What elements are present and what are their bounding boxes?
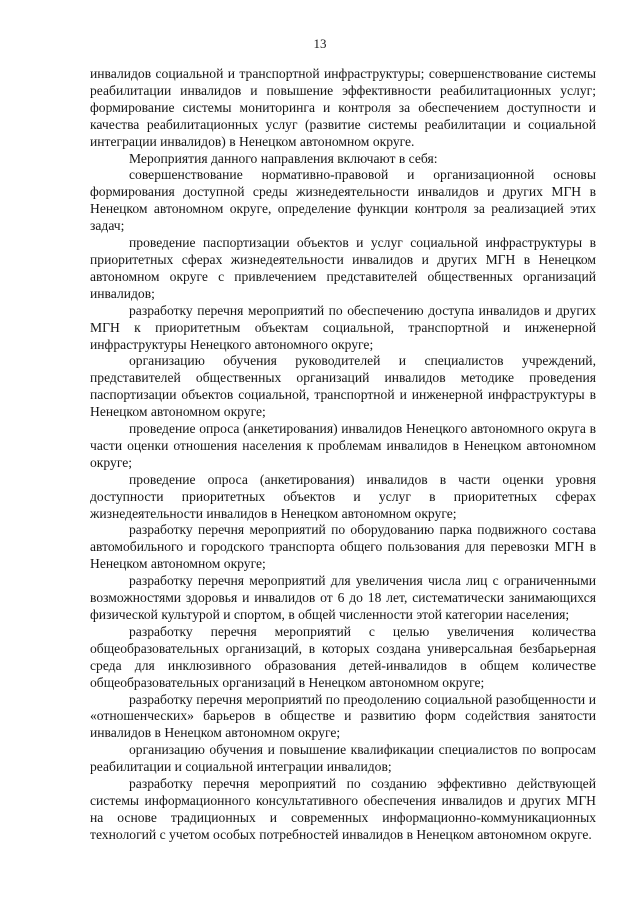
paragraph: разработку перечня мероприятий по преодолению социальной разобщенности и «отношенческих» барьеров в обществе и развитию форм содействия занятости инвалидов в Ненецком автономном округе;	[90, 691, 596, 741]
paragraph: разработку перечня мероприятий по созданию эффективно действующей системы информационного консультативного обеспечения инвалидов и других МГН на основе традиционных и современных информационно-коммуникационных технологий с учетом особых потребностей инвалидов в Ненецком автономном округе.	[90, 776, 596, 842]
body-text	[90, 66, 596, 844]
paragraph: разработку перечня мероприятий для увеличения числа лиц с ограниченными возможностями здоровья и инвалидов от 6 до 18 лет, систематически занимающихся физической культурой и спортом, в общей численности этой категории населения;	[90, 573, 596, 622]
paragraph: разработку перечня мероприятий с целью увеличения количества общеобразовательных организаций, в которых создана универсальная безбарьерная среда для инклюзивного образования детей-инвалидов в общем количестве общеобразовательных организаций в Ненецком автономном округе;	[90, 623, 596, 690]
paragraph: разработку перечня мероприятий по обеспечению доступа инвалидов и других МГН к приоритетным объектам социальной, транспортной и инженерной инфраструктуры Ненецкого автономного округе;	[90, 302, 596, 352]
paragraph: проведение паспортизации объектов и услуг социальной инфраструктуры в приоритетных сферах жизнедеятельности инвалидов и других МГН в Ненецком автономном округе с привлечением представителей общественных организаций инвалидов;	[90, 235, 596, 301]
page-number: 13	[313, 36, 327, 51]
paragraph: проведение опроса (анкетирования) инвалидов Ненецкого автономного округа в части оценки отношения населения к проблемам инвалидов в Ненецком автономном округе;	[90, 421, 596, 470]
paragraph: Мероприятия данного направления включают в себя:	[129, 150, 438, 166]
paragraph: организацию обучения руководителей и специалистов учреждений, представителей общественных организаций инвалидов методике проведения паспортизации объектов социальной, транспортной и инженерной инфраструктуры в Ненецком автономном округе;	[90, 353, 596, 420]
paragraph: проведение опроса (анкетирования) инвалидов в части оценки уровня доступности приоритетных объектов и услуг в приоритетных сферах жизнедеятельности инвалидов в Ненецком автономном округе;	[90, 471, 596, 521]
paragraph: разработку перечня мероприятий по оборудованию парка подвижного состава автомобильного и городского транспорта общего пользования для перевозки МГН в Ненецком автономном округе;	[90, 522, 596, 572]
paragraph: инвалидов социальной и транспортной инфраструктуры; совершенствование системы реабилитации инвалидов и повышение эффективности реабилитационных услуг; формирование системы мониторинга и контроля за обеспечением доступности и качества реабилитационных услуг (развитие системы реабилитации и социальной интеграции инвалидов) в Ненецком автономном округе.	[90, 66, 596, 149]
paragraph: организацию обучения и повышение квалификации специалистов по вопросам реабилитации и социальной интеграции инвалидов;	[90, 742, 596, 775]
paragraph: совершенствование нормативно-правовой и организационной основы формирования доступной среды жизнедеятельности инвалидов и других МГН в Ненецком автономном округе, определение функции контроля за реализацией этих задач;	[90, 167, 596, 234]
